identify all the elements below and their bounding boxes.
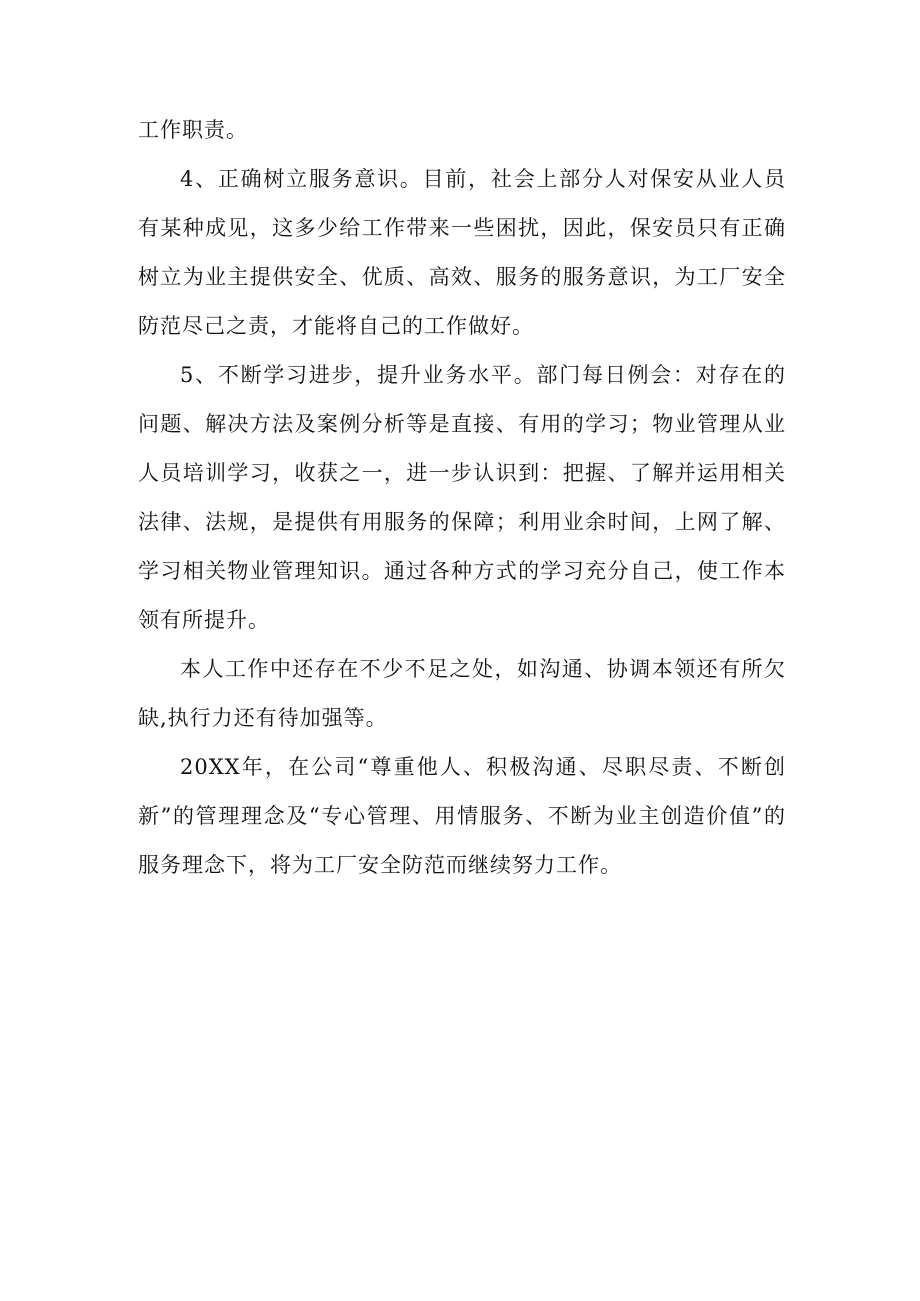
document-body bbox=[138, 106, 786, 890]
paragraph-shortcomings: 本人工作中还存在不少不足之处，如沟通、协调本领还有所欠缺,执行力还有待加强等。 bbox=[138, 657, 786, 730]
paragraph-service-awareness: 4、正确树立服务意识。目前，社会上部分人对保安从业人员有某种成见，这多少给工作带来一些困扰，因此，保安员只有正确树立为业主提供安全、优质、高效、服务的服务意识，为工厂安全防范尽己之责，才能将自己的工作做好。 bbox=[138, 167, 786, 338]
paragraph-future-plan: 20XX年，在公司“尊重他人、积极沟通、尽职尽责、不断创新”的管理理念及“专心管理、用情服务、不断为业主创造价值”的服务理念下，将为工厂安全防范而继续努力工作。 bbox=[138, 755, 786, 877]
paragraph-learning-progress: 5、不断学习进步，提升业务水平。部门每日例会：对存在的问题、解决方法及案例分析等是直接、有用的学习；物业管理从业人员培训学习，收获之一，进一步认识到：把握、了解并运用相关法律、法规，是提供有用服务的保障；利用业余时间，上网了解、学习相关物业管理知识。通过各种方式的学习充分自己，使工作本领有所提升。 bbox=[138, 363, 786, 632]
paragraph-continuation: 工作职责。 bbox=[138, 118, 248, 142]
